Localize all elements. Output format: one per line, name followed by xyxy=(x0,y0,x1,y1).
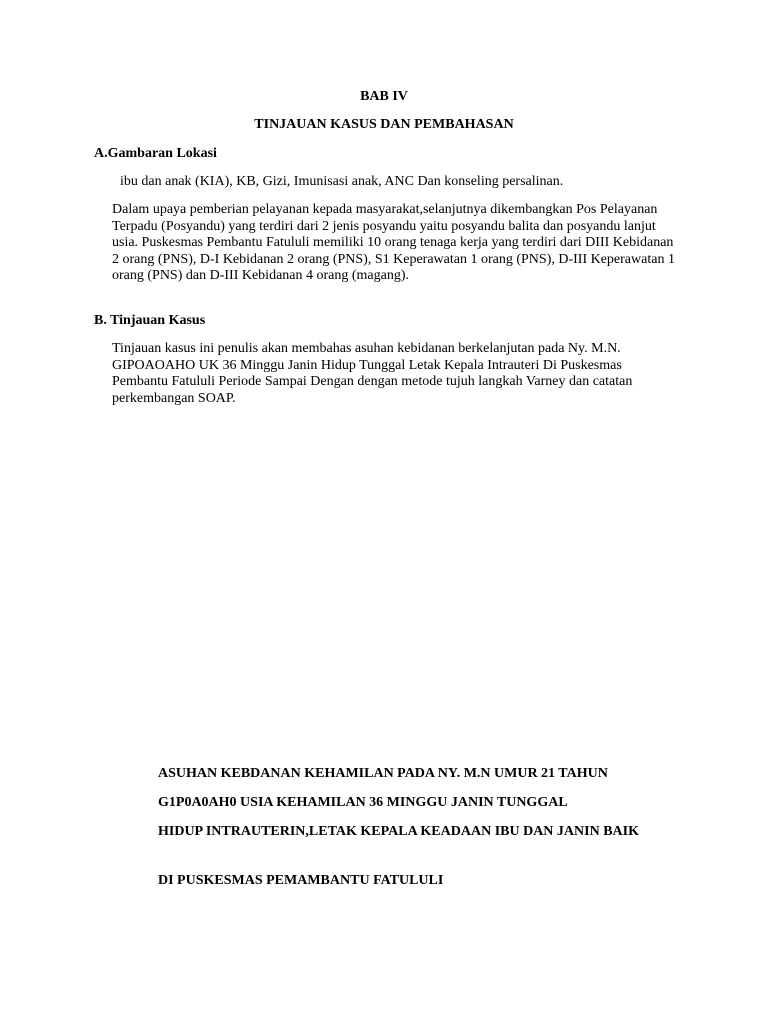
section-a-paragraph: Dalam upaya pemberian pelayanan kepada masyarakat,selanjutnya dikembangkan Pos Pelayanan Terpadu (Posyandu) yang terdiri dari 2 jenis posyandu yaitu posyandu balita dan posyandu lanjut usia. Puskesmas Pembantu Fatululi memiliki 10 orang tenaga kerja yang terdiri dari DIII Kebidanan 2 orang (PNS), D-I Kebidanan 2 orang (PNS), S1 Keperawatan 1 orang (PNS), D-III Keperawatan 1 orang (PNS) dan D-III Kebidanan 4 orang (magang). xyxy=(112,202,675,284)
section-b-paragraph: Tinjauan kasus ini penulis akan membahas asuhan kebidanan berkelanjutan pada Ny. M.N. GIPOAOAHO UK 36 Minggu Janin Hidup Tunggal Letak Kepala Intrauteri Di Puskesmas Pembantu Fatululi Periode Sampai Dengan dengan metode tujuh langkah Varney dan catatan perkembangan SOAP. xyxy=(112,341,633,406)
section-b-heading: B. Tinjauan Kasus xyxy=(94,313,206,328)
chapter-title: TINJAUAN KASUS DAN PEMBAHASAN xyxy=(254,117,514,132)
case-title-line-1: ASUHAN KEBDANAN KEHAMILAN PADA NY. M.N UMUR 21 TAHUN xyxy=(158,766,608,781)
case-title-line-4: DI PUSKESMAS PEMAMBANTU FATULULI xyxy=(158,873,444,888)
section-a-intro: ibu dan anak (KIA), KB, Gizi, Imunisasi anak, ANC Dan konseling persalinan. xyxy=(120,174,564,189)
case-title-line-3: HIDUP INTRAUTERIN,LETAK KEPALA KEADAAN IBU DAN JANIN BAIK xyxy=(158,824,639,839)
section-a-heading: A.Gambaran Lokasi xyxy=(94,146,217,161)
case-title-line-2: G1P0A0AH0 USIA KEHAMILAN 36 MINGGU JANIN TUNGGAL xyxy=(158,795,568,810)
chapter-number: BAB IV xyxy=(360,89,408,104)
